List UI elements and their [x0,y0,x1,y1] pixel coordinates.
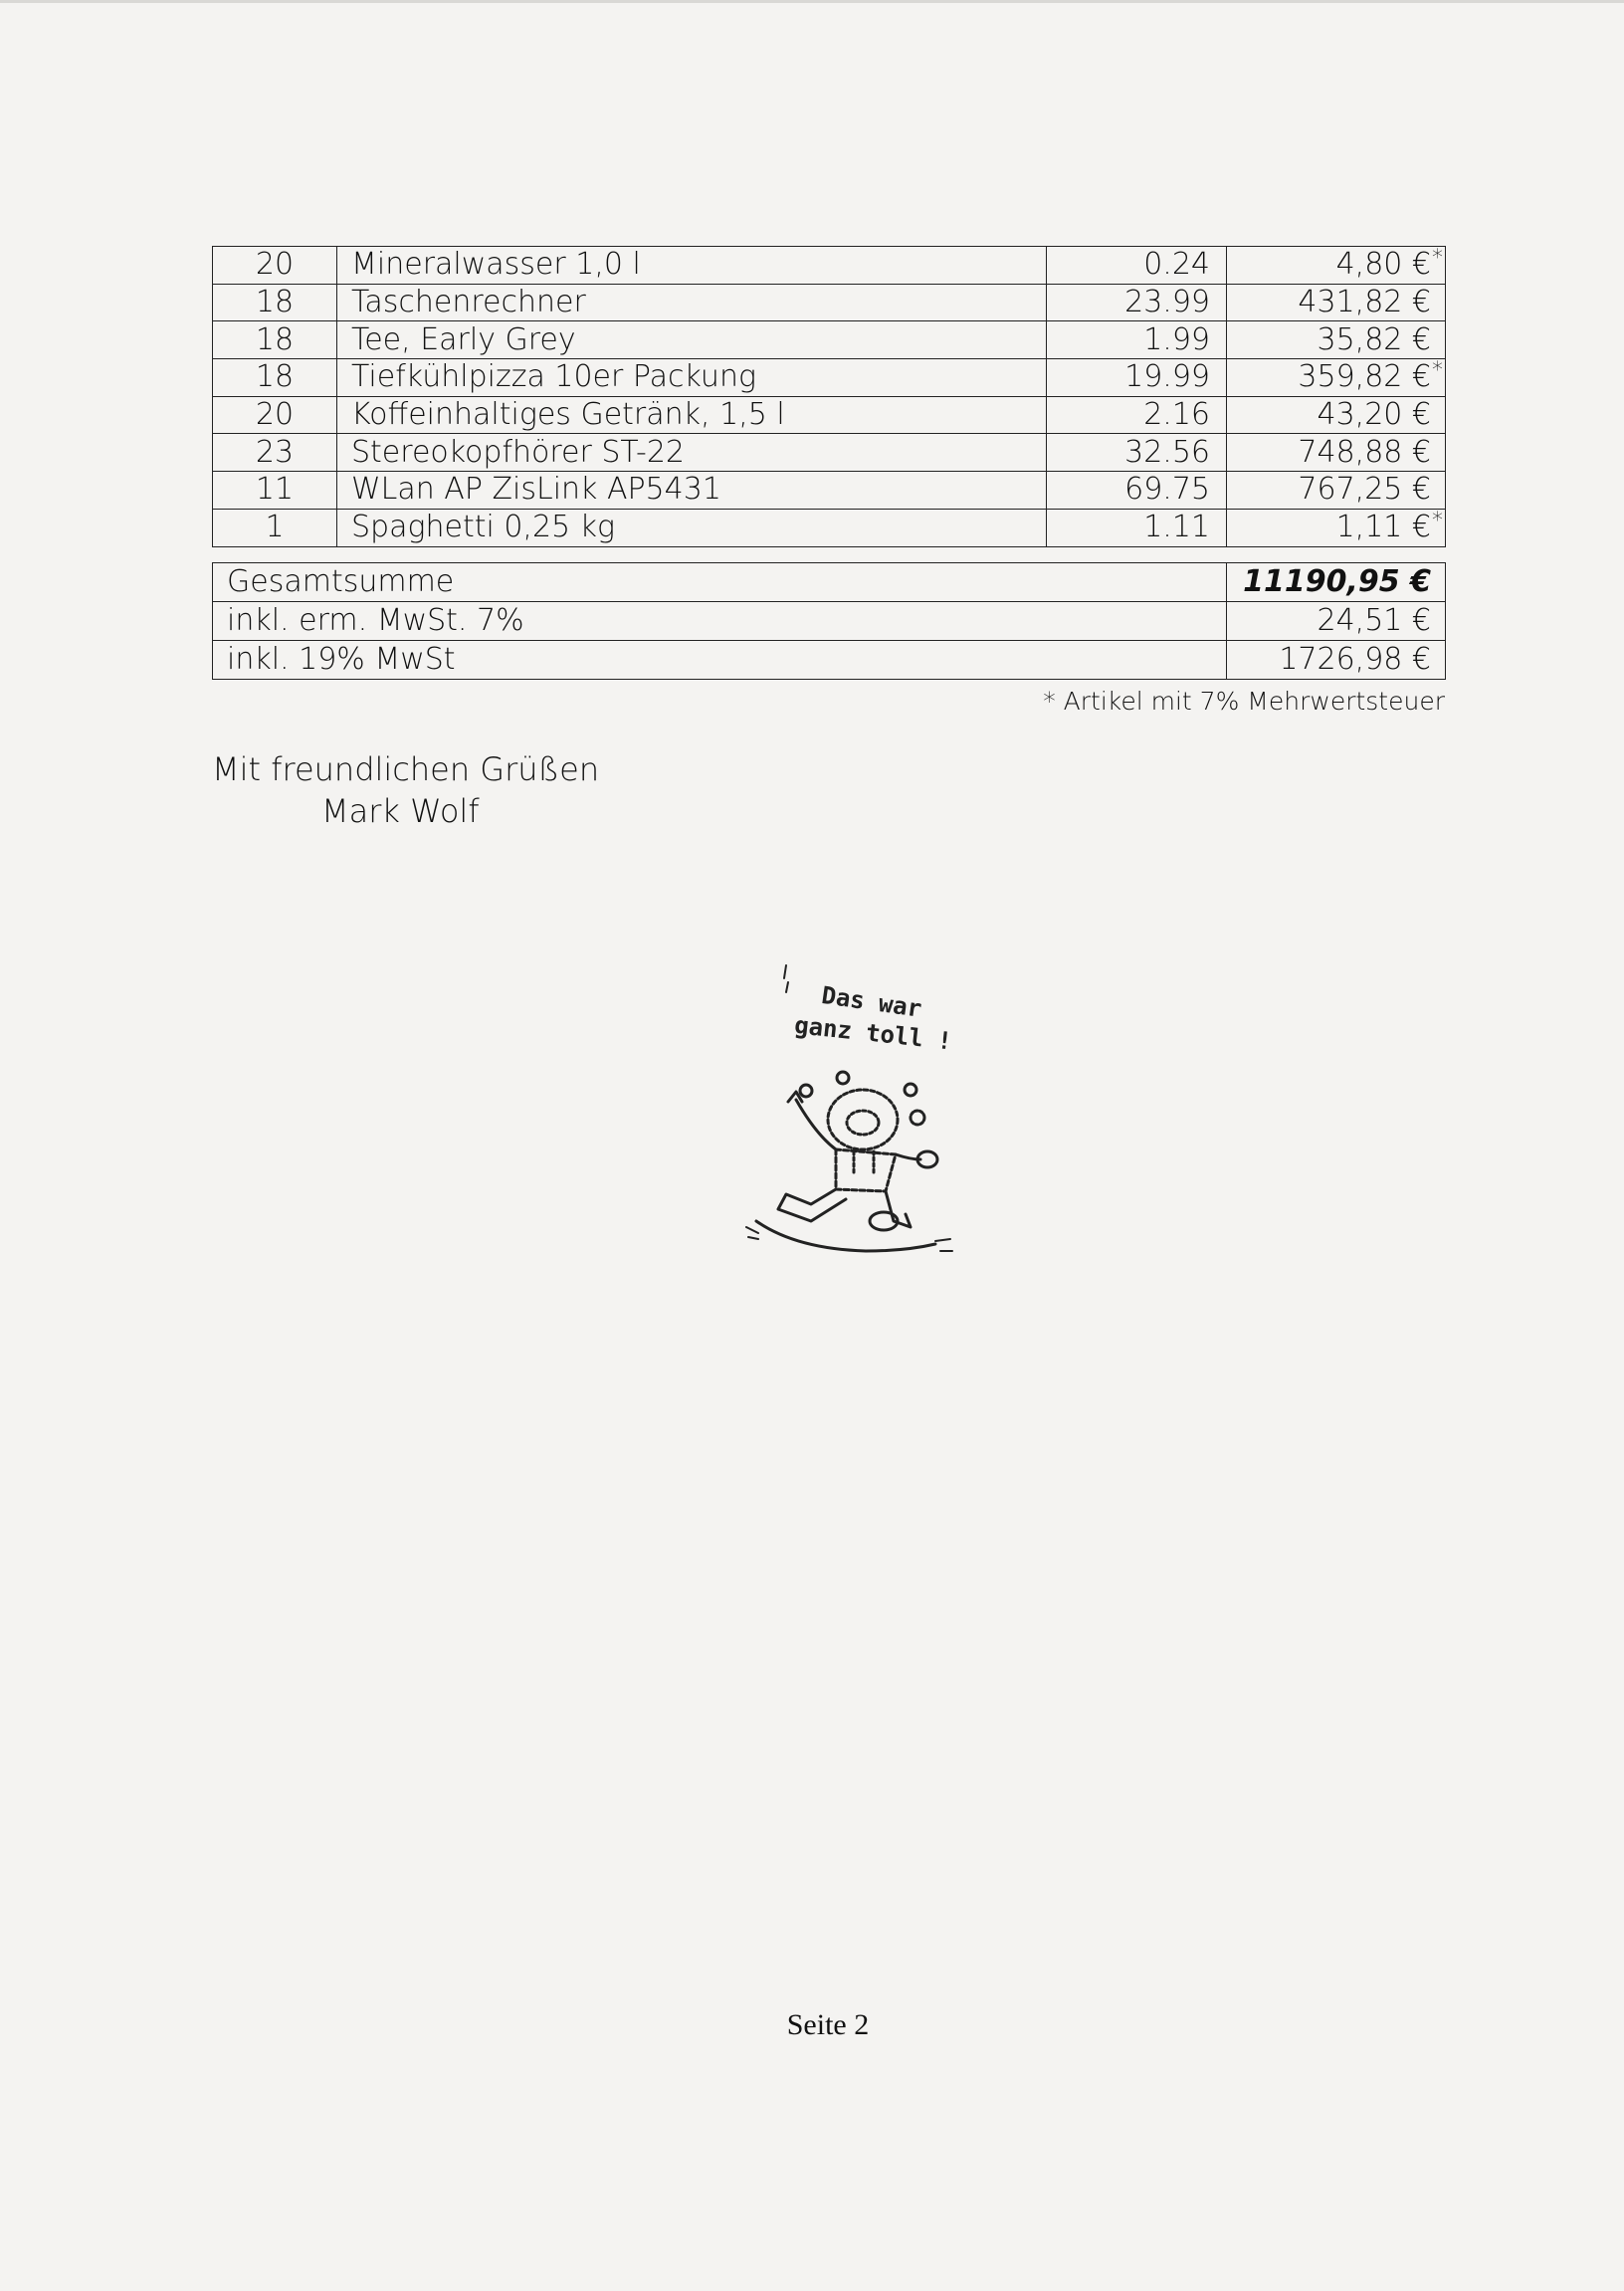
page-top-edge [0,0,1624,3]
item-price: 0.24 [1047,247,1227,285]
item-price: 69.75 [1047,472,1227,510]
reduced-vat-marker: * [1432,358,1443,384]
page-number: Seite 2 [786,2008,870,2041]
signature-name: Mark Wolf [321,792,480,830]
stamp-bubble [800,1085,812,1097]
item-total-value: 748,88 € [1298,434,1431,470]
item-qty: 18 [213,284,337,321]
grand-total-value: 11190,95 € [1227,563,1446,602]
item-total [1227,509,1446,546]
grand-total-row [213,563,1446,602]
item-qty: 18 [213,359,337,397]
table-row [213,472,1446,510]
table-row [213,247,1446,285]
item-total-value: 4,80 € [1335,247,1431,283]
items-table [212,246,1446,547]
grand-total-label: Gesamtsumme [213,563,1227,602]
item-qty: 18 [213,321,337,359]
item-description: Spaghetti 0,25 kg [337,509,1047,546]
item-total [1227,396,1446,434]
item-total-value: 35,82 € [1317,321,1431,357]
item-total [1227,359,1446,397]
item-description: Mineralwasser 1,0 l [337,247,1047,285]
item-qty: 1 [213,509,337,546]
items-body [213,247,1446,547]
stamp-figure-head [828,1090,898,1149]
stamp-bubble [905,1084,916,1096]
reduced-vat-value: 24,51 € [1227,602,1446,641]
item-qty: 23 [213,434,337,472]
item-qty: 11 [213,472,337,510]
reduced-vat-label: inkl. erm. MwSt. 7% [213,602,1227,641]
item-qty: 20 [213,247,337,285]
stamp-figure-body [836,1149,896,1191]
vat-footnote: * Artikel mit 7% Mehrwertsteuer [1043,687,1445,716]
table-row [213,321,1446,359]
item-total-value: 431,82 € [1298,285,1431,320]
item-total [1227,434,1446,472]
item-price: 32.56 [1047,434,1227,472]
item-total-value: 1,11 € [1335,510,1431,545]
item-total [1227,247,1446,285]
reduced-vat-marker: * [1432,246,1443,271]
item-price: 19.99 [1047,359,1227,397]
totals-table [212,562,1446,680]
item-description: Tee, Early Grey [337,321,1047,359]
stamp-text [792,980,954,1056]
table-row [213,359,1446,397]
item-total-value: 43,20 € [1317,397,1431,433]
item-qty: 20 [213,396,337,434]
item-description: WLan AP ZisLink AP5431 [337,472,1047,510]
full-vat-row [213,641,1446,680]
item-price: 1.11 [1047,509,1227,546]
item-description: Taschenrechner [337,284,1047,321]
item-total-value: 767,25 € [1298,472,1431,508]
table-row [213,396,1446,434]
full-vat-value: 1726,98 € [1227,641,1446,680]
reduced-vat-row [213,602,1446,641]
item-price: 2.16 [1047,396,1227,434]
closing-greeting: Mit freundlichen Grüßen [212,750,600,788]
stamp-bubble [837,1072,849,1084]
stamp-text-line1: Das war [819,980,924,1023]
item-total-value: 359,82 € [1298,359,1431,395]
item-price: 1.99 [1047,321,1227,359]
full-vat-label: inkl. 19% MwSt [213,641,1227,680]
item-description: Stereokopfhörer ST-22 [337,434,1047,472]
item-description: Tiefkühlpizza 10er Packung [337,359,1047,397]
item-total [1227,472,1446,510]
reduced-vat-marker: * [1432,509,1443,533]
table-row [213,434,1446,472]
item-description: Koffeinhaltiges Getränk, 1,5 l [337,396,1047,434]
table-row [213,509,1446,546]
item-price: 23.99 [1047,284,1227,321]
item-total [1227,321,1446,359]
item-total [1227,284,1446,321]
table-row [213,284,1446,321]
stamp-text-line2: ganz toll ! [792,1010,953,1056]
